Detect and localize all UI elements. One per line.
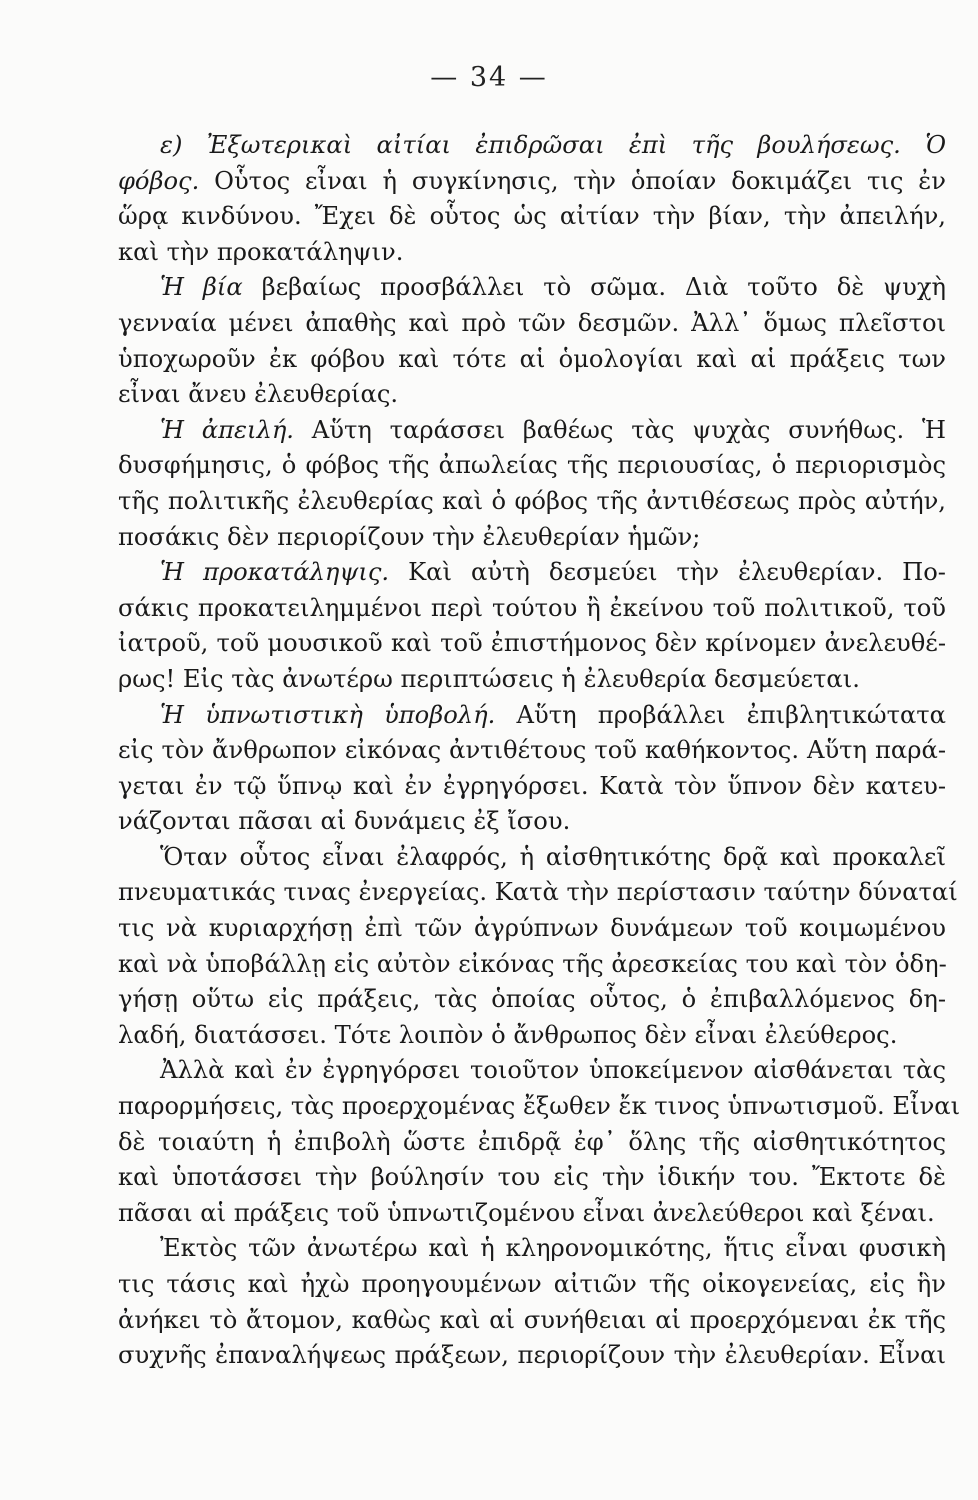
italic-heading: Ἡ βία — [160, 273, 243, 302]
line-text: τις τάσις καὶ ἠχὼ προηγουμένων αἰτιῶν τῆς οἰκογενείας, εἰς ἣν — [118, 1270, 946, 1298]
text-line — [118, 342, 946, 378]
text-line — [118, 520, 946, 556]
italic-heading: Ἡ ἀπειλή. — [160, 415, 294, 444]
text-line — [118, 1125, 946, 1161]
text-line — [118, 804, 946, 840]
line-text: βεβαίως προσβάλλει τὸ σῶμα. Διὰ τοῦτο δὲ ψυχὴ — [242, 273, 946, 302]
text-line — [118, 235, 946, 271]
text-line — [118, 484, 946, 520]
text-line — [118, 662, 946, 698]
text-line — [118, 698, 946, 734]
body-text — [118, 128, 961, 1374]
text-line — [118, 128, 946, 164]
text-line — [118, 1196, 946, 1232]
line-text: σάκις προκατειλημμένοι περὶ τούτου ἢ ἐκείνου τοῦ πολιτικοῦ, τοῦ — [118, 593, 946, 622]
line-text: Ἐκτὸς τῶν ἀνωτέρω καὶ ἡ κληρονομικότης, ἥτις εἶναι φυσικὴ — [160, 1234, 946, 1263]
line-text: δὲ τοιαύτη ἡ ἐπιβολὴ ὥστε ἐπιδρᾷ ἐφ᾽ ὅλης τῆς αἰσθητικότητος — [118, 1127, 946, 1156]
italic-heading: φόβος. — [118, 166, 200, 195]
italic-heading: ε) Ἐξωτερικαὶ αἰτίαι ἐπιδρῶσαι ἐπὶ τῆς βουλήσεως. Ὁ — [160, 131, 946, 159]
text-line — [118, 769, 946, 805]
line-text: τῆς πολιτικῆς ἐλευθερίας καὶ ὁ φόβος τῆς ἀντιθέσεως πρὸς αὐτήν, — [118, 486, 946, 515]
text-line — [118, 448, 946, 484]
text-line — [118, 875, 958, 911]
line-text: καὶ τὴν προκατάληψιν. — [118, 237, 404, 266]
text-line — [118, 591, 946, 627]
text-line — [118, 1267, 946, 1303]
line-text: καὶ νὰ ὑποβάλλῃ εἰς αὐτὸν εἰκόνας τῆς ἀρεσκείας του καὶ τὸν ὁδη- — [118, 949, 947, 978]
text-line — [118, 1053, 946, 1089]
line-text: ποσάκις δὲν περιορίζουν τὴν ἐλευθερίαν ἡμῶν; — [118, 522, 701, 551]
line-text: πᾶσαι αἱ πράξεις τοῦ ὑπνωτιζομένου εἶναι ἀνελεύθεροι καὶ ξέναι. — [118, 1198, 935, 1227]
text-line — [118, 1089, 961, 1125]
line-text: τις νὰ κυριαρχήσῃ ἐπὶ τῶν ἀγρύπνων δυνάμεων τοῦ κοιμωμένου — [118, 914, 946, 943]
line-text: γήσῃ οὕτω εἰς πράξεις, τὰς ὁποίας οὗτος, ὁ ἐπιβαλλόμενος δη- — [118, 985, 946, 1014]
text-line — [118, 164, 946, 200]
line-text: εἰς τὸν ἄνθρωπον εἰκόνας ἀντιθέτους τοῦ καθήκοντος. Αὕτη παρά- — [118, 736, 946, 765]
text-line — [118, 306, 946, 342]
text-line — [118, 377, 946, 413]
text-line — [118, 840, 946, 876]
line-text: Ὅταν οὗτος εἶναι ἐλαφρός, ἡ αἰσθητικότης δρᾷ καὶ προκαλεῖ — [160, 842, 946, 871]
text-line — [118, 199, 946, 235]
text-line — [118, 947, 946, 983]
text-line — [118, 1303, 946, 1339]
line-text: εἶναι ἄνευ ἐλευθερίας. — [118, 380, 399, 409]
line-text: νάζονται πᾶσαι αἱ δυνάμεις ἐξ ἴσου. — [118, 807, 571, 836]
text-line — [118, 982, 946, 1018]
line-text: δυσφήμησις, ὁ φόβος τῆς ἀπωλείας τῆς περιουσίας, ὁ περιορισμὸς — [118, 451, 946, 480]
line-text: Αὕτη ταράσσει βαθέως τὰς ψυχὰς συνήθως. Ἡ — [294, 415, 946, 444]
line-text: συχνῆς ἐπαναλήψεως πράξεων, περιορίζουν τὴν ἐλευθερίαν. Εἶναι — [118, 1341, 946, 1370]
line-text: ὑποχωροῦν ἐκ φόβου καὶ τότε αἱ ὁμολογίαι καὶ αἱ πράξεις των — [118, 344, 946, 373]
line-text: Ἀλλὰ καὶ ἐν ἐγρηγόρσει τοιοῦτον ὑποκείμενον αἰσθάνεται τὰς — [160, 1056, 946, 1085]
line-text: καὶ ὑποτάσσει τὴν βούλησίν του εἰς τὴν ἰδικήν του. Ἔκτοτε δὲ — [118, 1163, 946, 1192]
text-line — [118, 1018, 946, 1054]
line-text: πνευματικάς τινας ἐνεργείας. Κατὰ τὴν περίστασιν ταύτην δύναταί — [118, 878, 958, 907]
text-line — [118, 911, 946, 947]
line-text: ἰατροῦ, τοῦ μουσικοῦ καὶ τοῦ ἐπιστήμονος δὲν κρίνομεν ἀνελευθέ- — [118, 629, 946, 658]
line-text: ρως! Εἰς τὰς ἀνωτέρω περιπτώσεις ἡ ἐλευθερία δεσμεύεται. — [118, 664, 860, 693]
italic-heading: Ἡ προκατάληψις. — [160, 558, 390, 587]
text-line — [118, 1231, 946, 1267]
line-text: Αὕτη προβάλλει ἐπιβλητικώτατα — [495, 700, 946, 729]
line-text: λαδή, διατάσσει. Τότε λοιπὸν ὁ ἄνθρωπος δὲν εἶναι ἐλεύθερος. — [118, 1020, 898, 1049]
text-line — [118, 555, 946, 591]
text-line — [118, 733, 946, 769]
line-text: Καὶ αὐτὴ δεσμεύει τὴν ἐλευθερίαν. Πο- — [389, 558, 946, 587]
text-line — [118, 1160, 946, 1196]
line-text: γενναία μένει ἀπαθὴς καὶ πρὸ τῶν δεσμῶν. Ἀλλ᾽ ὅμως πλεῖστοι — [118, 308, 946, 337]
text-line — [118, 626, 946, 662]
line-text: παρορμήσεις, τὰς προερχομένας ἔξωθεν ἔκ τινος ὑπνωτισμοῦ. Εἶναι — [118, 1092, 961, 1121]
text-line — [118, 270, 946, 306]
line-text: ὥρᾳ κινδύνου. Ἔχει δὲ οὗτος ὡς αἰτίαν τὴν βίαν, τὴν ἀπειλήν, — [118, 202, 946, 231]
italic-heading: Ἡ ὑπνωτιστικὴ ὑποβολή. — [160, 700, 496, 729]
page-number: — 34 — — [430, 62, 548, 93]
text-line — [118, 1338, 946, 1374]
text-line — [118, 413, 946, 449]
line-text: γεται ἐν τῷ ὕπνῳ καὶ ἐν ἐγρηγόρσει. Κατὰ τὸν ὕπνον δὲν κατευ- — [118, 771, 946, 800]
line-text: Οὗτος εἶναι ἡ συγκίνησις, τὴν ὁποίαν δοκιμάζει τις ἐν — [199, 166, 946, 195]
line-text: ἀνήκει τὸ ἄτομον, καθὼς καὶ αἱ συνήθειαι αἱ προερχόμεναι ἐκ τῆς — [118, 1305, 946, 1334]
